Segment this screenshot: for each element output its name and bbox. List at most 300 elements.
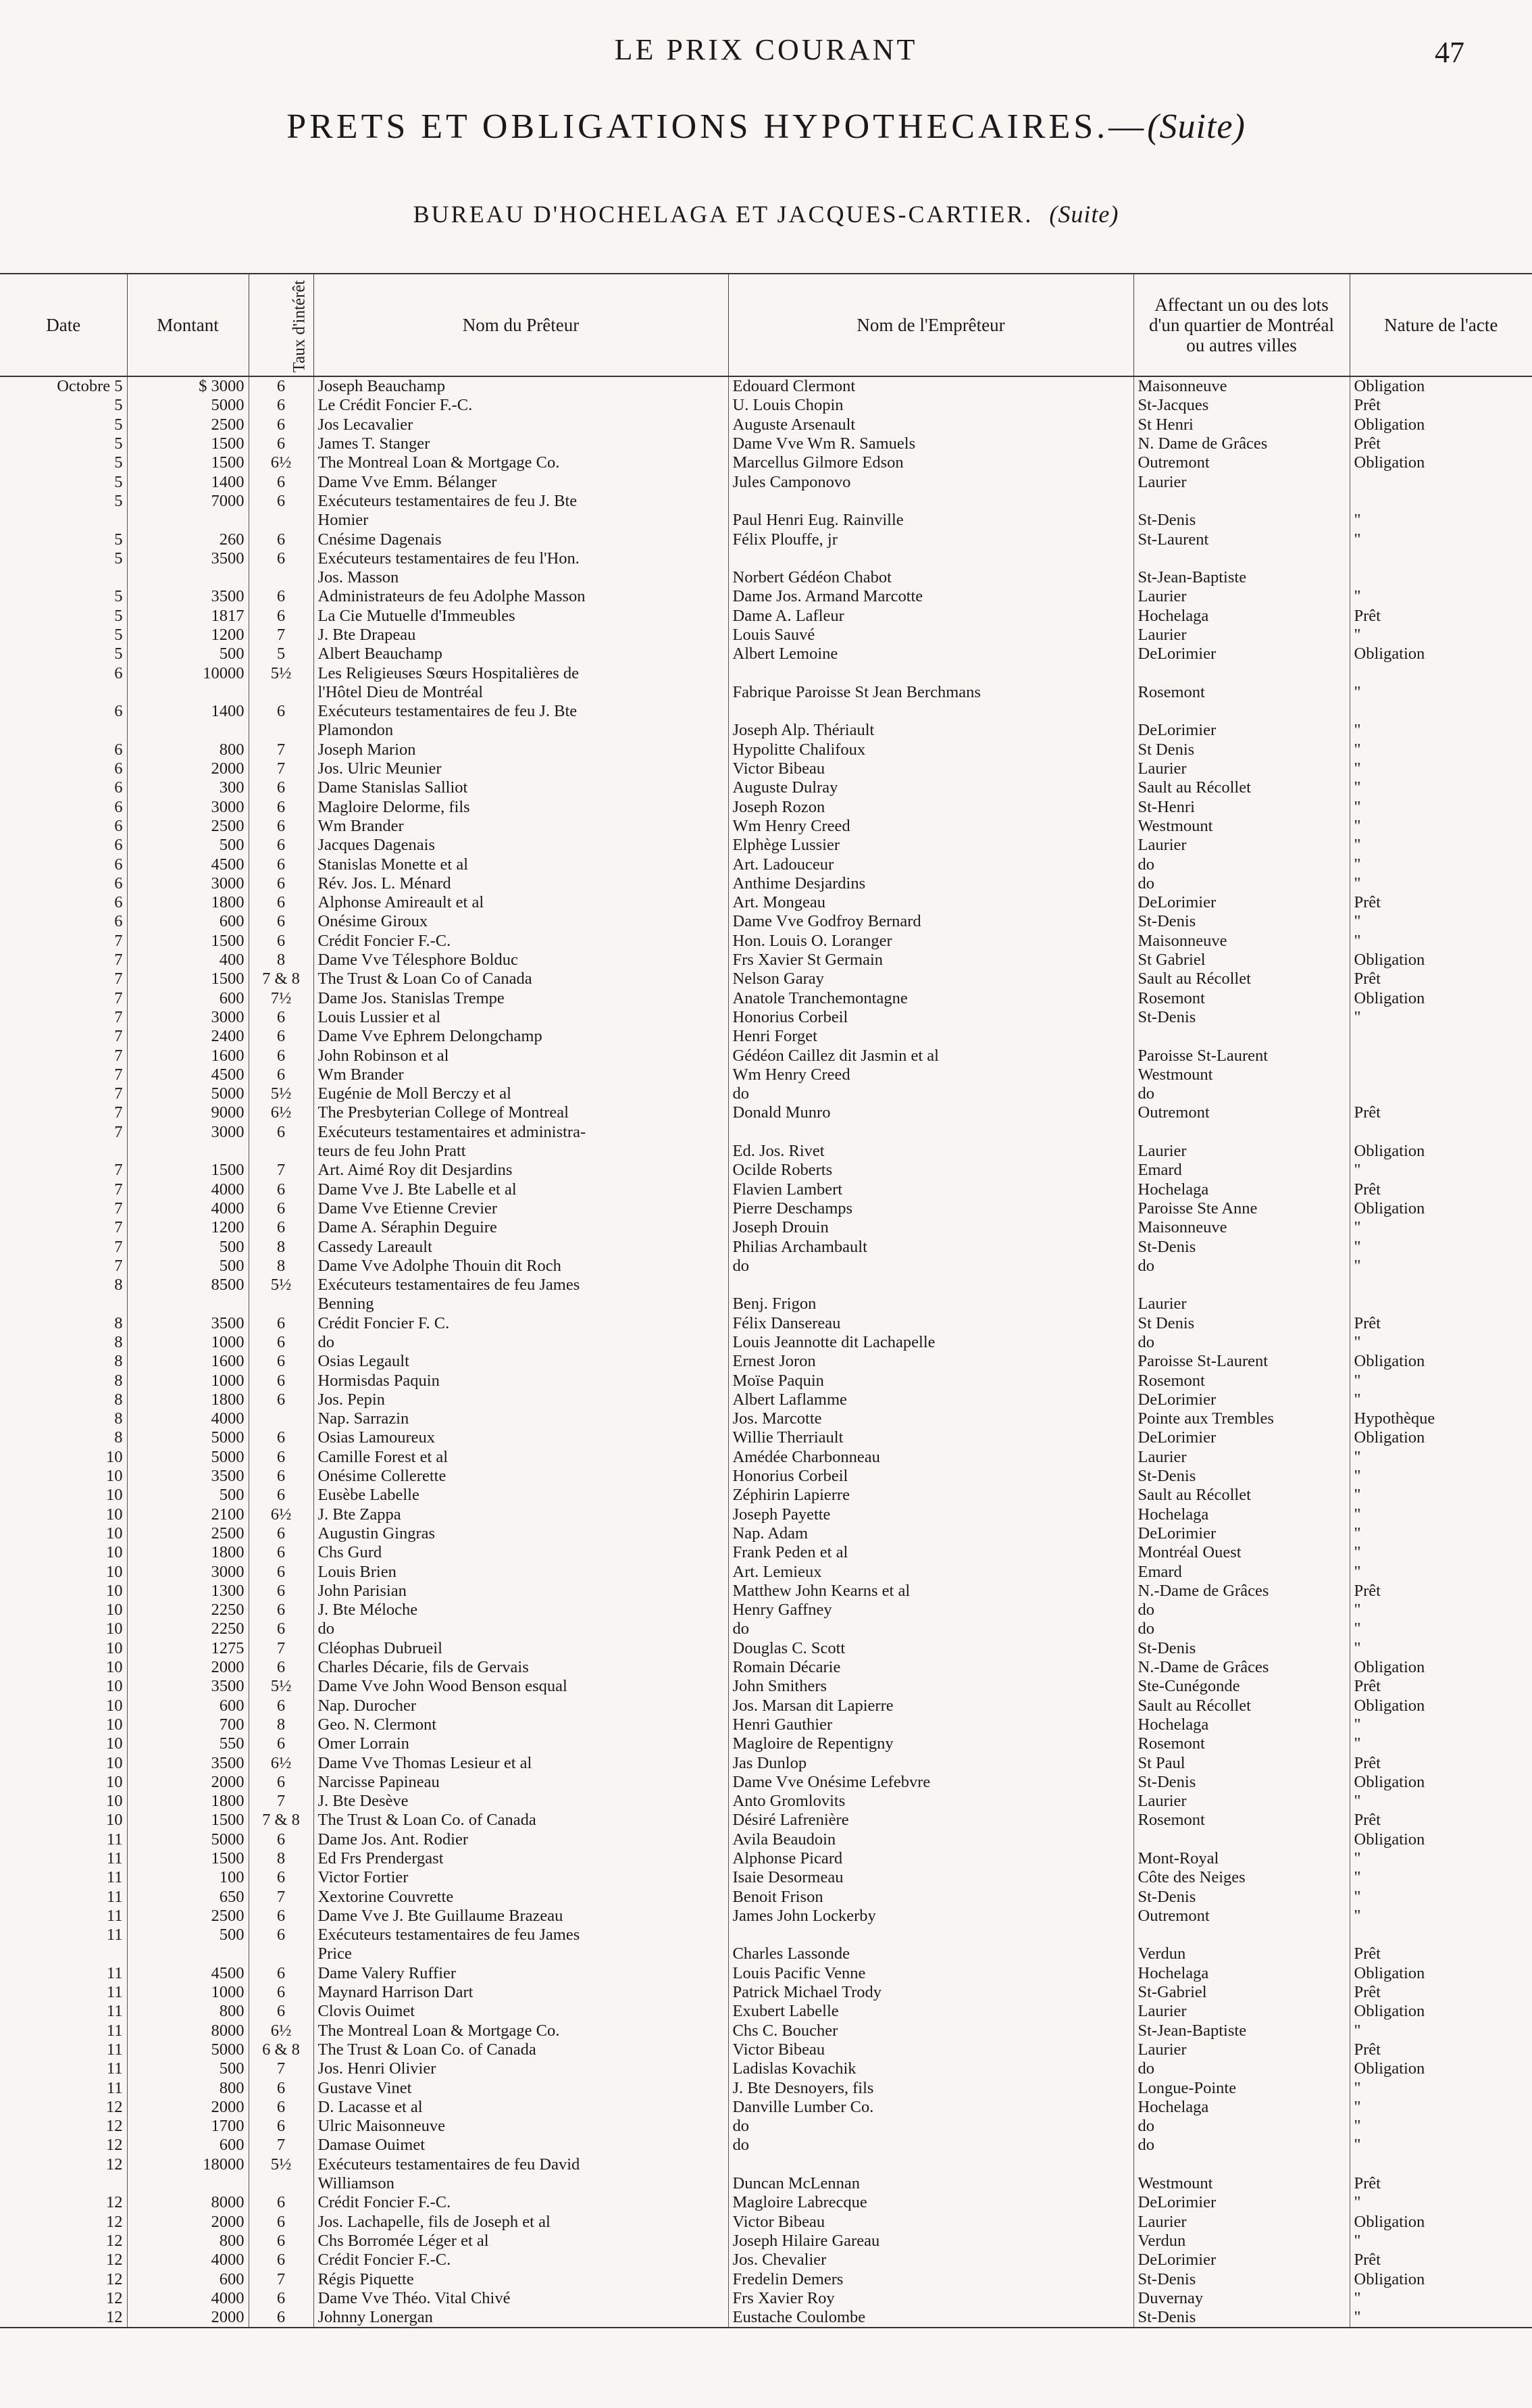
deed-type-cell: " (1354, 1486, 1361, 1505)
amount-cell: 4500 (127, 1065, 249, 1084)
rate-cell: 6 (249, 2117, 313, 2136)
borrower-cell: Albert Lemoine (728, 645, 1133, 663)
deed-type-cell: Prêt (1354, 1581, 1381, 1600)
location-cell: Maisonneuve (1133, 1218, 1350, 1237)
rate-cell: 6 (249, 932, 313, 951)
rate-cell: 5½ (249, 1276, 313, 1295)
rate-cell (249, 721, 313, 740)
deed-type-cell (1350, 2155, 1532, 2174)
location-cell: St-Laurent (1133, 530, 1350, 549)
column-header-preteur: Nom du Prêteur (313, 274, 728, 376)
table-row (0, 817, 1532, 836)
date-cell: 8 (0, 1333, 127, 1352)
amount-cell: 500 (127, 1486, 249, 1505)
deed-type-cell: Prêt (1354, 1313, 1381, 1332)
rate-cell: 6 (249, 1314, 313, 1333)
location-cell: N. Dame de Grâces (1133, 434, 1350, 453)
rate-cell: 8 (249, 1237, 313, 1256)
amount-cell: 550 (127, 1734, 249, 1753)
rate-cell: 6 & 8 (249, 2040, 313, 2059)
rate-cell: 6 (249, 893, 313, 912)
table-row (0, 1543, 1532, 1562)
date-cell: 5 (0, 549, 127, 568)
borrower-cell: Anthime Desjardins (728, 874, 1133, 893)
rate-cell: 5 (249, 645, 313, 663)
borrower-cell: Duncan McLennan (728, 2174, 1133, 2193)
location-cell (1133, 1123, 1350, 1142)
location-cell (1133, 1027, 1350, 1046)
date-cell (0, 1295, 127, 1313)
amount-cell: 9000 (127, 1103, 249, 1122)
rate-cell: 7 (249, 626, 313, 645)
table-row (0, 607, 1532, 626)
borrower-cell: Henry Gaffney (728, 1601, 1133, 1620)
deed-type-cell: Obligation (1354, 2059, 1425, 2078)
table-row (0, 1008, 1532, 1027)
borrower-cell: Edouard Clermont (728, 376, 1133, 396)
rate-cell: 7 (249, 2136, 313, 2155)
table-row (0, 511, 1532, 530)
rate-cell: 6 (249, 1696, 313, 1715)
deed-type-cell: Obligation (1354, 1199, 1425, 1218)
amount-cell: 3500 (127, 1753, 249, 1772)
location-cell: Montréal Ouest (1133, 1543, 1350, 1562)
table-row (0, 2213, 1532, 2232)
lender-cell: Jos. Ulric Meunier (313, 759, 728, 778)
rate-cell (249, 683, 313, 702)
date-cell: 7 (0, 1027, 127, 1046)
date-cell: 7 (0, 1161, 127, 1180)
table-row (0, 1390, 1532, 1409)
location-cell: Emard (1133, 1562, 1350, 1581)
borrower-cell: Félix Plouffe, jr (728, 530, 1133, 549)
lender-cell: Onésime Giroux (313, 912, 728, 931)
amount-cell: 3500 (127, 1314, 249, 1333)
borrower-cell: Désiré Lafrenière (728, 1811, 1133, 1830)
date-cell: 6 (0, 855, 127, 874)
rate-cell: 6 (249, 2078, 313, 2097)
date-cell: 12 (0, 2232, 127, 2251)
location-cell: Laurier (1133, 626, 1350, 645)
loans-table (0, 273, 1532, 2328)
location-cell: do (1133, 2117, 1350, 2136)
borrower-cell: Avila Beaudoin (728, 1830, 1133, 1849)
date-cell: 8 (0, 1314, 127, 1333)
location-cell: Mont-Royal (1133, 1849, 1350, 1868)
lender-cell: The Presbyterian College of Montreal (313, 1103, 728, 1122)
rate-cell: 6 (249, 1008, 313, 1027)
deed-type-cell: " (1354, 1467, 1361, 1486)
amount-cell: 4500 (127, 1964, 249, 1983)
borrower-cell: Ocilde Roberts (728, 1161, 1133, 1180)
location-cell: Laurier (1133, 836, 1350, 855)
amount-cell: 2000 (127, 759, 249, 778)
table-row (0, 1046, 1532, 1065)
lender-cell: Louis Lussier et al (313, 1008, 728, 1027)
borrower-cell (728, 549, 1133, 568)
amount-cell: 1300 (127, 1582, 249, 1601)
rate-cell: 6 (249, 1390, 313, 1409)
lender-cell: James T. Stanger (313, 434, 728, 453)
table-row (0, 1620, 1532, 1638)
amount-cell: 1200 (127, 1218, 249, 1237)
lender-cell: Stanislas Monette et al (313, 855, 728, 874)
borrower-cell: Henri Gauthier (728, 1715, 1133, 1734)
lender-cell: Dame Jos. Ant. Rodier (313, 1830, 728, 1849)
location-cell: Ste-Cunégonde (1133, 1677, 1350, 1696)
lender-cell: Eugénie de Moll Berczy et al (313, 1084, 728, 1103)
date-cell: 6 (0, 912, 127, 931)
table-row (0, 1257, 1532, 1276)
table-row (0, 836, 1532, 855)
table-row (0, 1792, 1532, 1811)
location-cell: do (1133, 874, 1350, 893)
borrower-cell: Art. Ladouceur (728, 855, 1133, 874)
table-row (0, 778, 1532, 797)
location-cell (1133, 663, 1350, 682)
amount-cell: 10000 (127, 663, 249, 682)
location-cell: do (1133, 1257, 1350, 1276)
borrower-cell: Zéphirin Lapierre (728, 1486, 1133, 1505)
borrower-cell: Jos. Marcotte (728, 1409, 1133, 1428)
table-row (0, 1753, 1532, 1772)
location-cell: St-Denis (1133, 2269, 1350, 2288)
rate-cell: 6 (249, 549, 313, 568)
rate-cell: 6 (249, 607, 313, 626)
amount-cell: 5000 (127, 396, 249, 415)
date-cell: 6 (0, 817, 127, 836)
deed-type-cell: " (1354, 2117, 1361, 2136)
borrower-cell: Willie Therriault (728, 1428, 1133, 1447)
borrower-cell: Louis Pacific Venne (728, 1964, 1133, 1983)
table-row (0, 989, 1532, 1008)
deed-type-cell (1350, 1065, 1532, 1084)
lender-cell: Price (313, 1945, 728, 1963)
location-cell: St-Denis (1133, 1467, 1350, 1486)
rate-cell: 6 (249, 492, 313, 511)
amount-cell: 3000 (127, 1562, 249, 1581)
borrower-cell: Jules Camponovo (728, 472, 1133, 491)
table-row (0, 1027, 1532, 1046)
date-cell: 6 (0, 893, 127, 912)
amount-cell (127, 683, 249, 702)
rate-cell: 6 (249, 376, 313, 396)
date-cell: 10 (0, 1696, 127, 1715)
date-cell: 6 (0, 702, 127, 721)
amount-cell: 4000 (127, 2251, 249, 2269)
amount-cell: 500 (127, 2059, 249, 2078)
table-row (0, 1428, 1532, 1447)
lender-cell: Xextorine Couvrette (313, 1887, 728, 1906)
amount-cell: 800 (127, 741, 249, 759)
deed-type-cell: Obligation (1354, 645, 1425, 663)
table-row (0, 2155, 1532, 2174)
deed-type-cell: Prêt (1354, 1811, 1381, 1830)
date-cell: 5 (0, 607, 127, 626)
borrower-cell: Fabrique Paroisse St Jean Berchmans (728, 683, 1133, 702)
deed-type-cell: " (1354, 1505, 1361, 1524)
deed-type-cell: Obligation (1354, 415, 1425, 434)
lender-cell: Homier (313, 511, 728, 530)
deed-type-cell (1350, 1123, 1532, 1142)
rate-cell: 6 (249, 2251, 313, 2269)
date-cell: 6 (0, 798, 127, 817)
deed-type-cell: Obligation (1354, 1830, 1425, 1849)
lender-cell: Dame Vve John Wood Benson esqual (313, 1677, 728, 1696)
deed-type-cell: " (1354, 931, 1361, 950)
lender-cell: Onésime Collerette (313, 1467, 728, 1486)
deed-type-cell: Prêt (1354, 396, 1381, 415)
borrower-cell: Art. Lemieux (728, 1562, 1133, 1581)
date-cell: 7 (0, 1084, 127, 1103)
date-cell: 6 (0, 663, 127, 682)
date-cell: 6 (0, 741, 127, 759)
deed-type-cell: " (1354, 740, 1361, 759)
location-cell: Laurier (1133, 1142, 1350, 1161)
lender-cell: Exécuteurs testamentaires de feu David (313, 2155, 728, 2174)
rate-cell: 6 (249, 434, 313, 453)
date-cell: 10 (0, 1658, 127, 1677)
date-cell: 7 (0, 970, 127, 988)
rate-cell (249, 1295, 313, 1313)
rate-cell (249, 568, 313, 587)
rate-cell: 7 (249, 2059, 313, 2078)
amount-cell: 1600 (127, 1352, 249, 1371)
location-cell: N.-Dame de Grâces (1133, 1582, 1350, 1601)
borrower-cell (728, 1123, 1133, 1142)
deed-type-cell: Obligation (1354, 1142, 1425, 1161)
lender-cell: Ed Frs Prendergast (313, 1849, 728, 1868)
amount-cell: 3000 (127, 1123, 249, 1142)
location-cell: Duvernay (1133, 2289, 1350, 2308)
location-cell: Paroisse Ste Anne (1133, 1199, 1350, 1218)
borrower-cell: Anatole Tranchemontagne (728, 989, 1133, 1008)
amount-cell: 2500 (127, 416, 249, 434)
column-header-emprunteur: Nom de l'Emprêteur (728, 274, 1133, 376)
rate-cell: 6 (249, 798, 313, 817)
rate-cell: 6 (249, 912, 313, 931)
rate-cell: 6 (249, 587, 313, 606)
table-row (0, 1887, 1532, 1906)
rate-cell: 6 (249, 2213, 313, 2232)
lender-cell: Damase Ouimet (313, 2136, 728, 2155)
rate-cell: 7½ (249, 989, 313, 1008)
date-cell: 10 (0, 1792, 127, 1811)
amount-cell: 4000 (127, 1409, 249, 1428)
location-cell: St-Denis (1133, 1639, 1350, 1658)
date-cell: 10 (0, 1467, 127, 1486)
amount-cell: 1000 (127, 1333, 249, 1352)
date-cell: 10 (0, 1677, 127, 1696)
table-row (0, 1065, 1532, 1084)
table-row (0, 530, 1532, 549)
location-cell: Laurier (1133, 2002, 1350, 2021)
amount-cell: 500 (127, 1926, 249, 1945)
date-cell: 7 (0, 1199, 127, 1218)
amount-cell: 1500 (127, 932, 249, 951)
rate-cell: 8 (249, 1715, 313, 1734)
deed-type-cell: " (1354, 2193, 1361, 2212)
location-cell: Sault au Récollet (1133, 1486, 1350, 1505)
deed-type-cell: Obligation (1354, 377, 1425, 396)
location-cell: do (1133, 2059, 1350, 2078)
rate-cell: 6½ (249, 1753, 313, 1772)
lender-cell: Dame Stanislas Salliot (313, 778, 728, 797)
table-row (0, 1926, 1532, 1945)
location-cell: St-Gabriel (1133, 1983, 1350, 2002)
lender-cell: Alphonse Amireault et al (313, 893, 728, 912)
lender-cell: J. Bte Méloche (313, 1601, 728, 1620)
date-cell: 6 (0, 759, 127, 778)
borrower-cell: Charles Lassonde (728, 1945, 1133, 1963)
deed-type-cell: " (1354, 1161, 1361, 1180)
rate-cell: 6 (249, 2232, 313, 2251)
borrower-cell: Nap. Adam (728, 1524, 1133, 1543)
amount-cell: 8000 (127, 2022, 249, 2040)
date-cell: 10 (0, 1562, 127, 1581)
rate-cell: 6 (249, 2289, 313, 2308)
location-cell: Laurier (1133, 2213, 1350, 2232)
location-cell: St-Denis (1133, 511, 1350, 530)
table-row (0, 1524, 1532, 1543)
amount-cell: 4000 (127, 2289, 249, 2308)
loans-table-container (0, 273, 1532, 2328)
amount-cell: 5000 (127, 1830, 249, 1849)
borrower-cell: Dame A. Lafleur (728, 607, 1133, 626)
lender-cell: Cassedy Lareault (313, 1237, 728, 1256)
deed-type-cell: Prêt (1354, 1180, 1381, 1199)
amount-cell: 4000 (127, 1199, 249, 1218)
table-row (0, 1811, 1532, 1830)
deed-type-cell: Obligation (1354, 453, 1425, 472)
amount-cell: 1800 (127, 893, 249, 912)
lender-cell: Régis Piquette (313, 2269, 728, 2288)
date-cell: 5 (0, 472, 127, 491)
lender-cell: Exécuteurs testamentaires et administra- (313, 1123, 728, 1142)
deed-type-cell (1350, 1027, 1532, 1046)
amount-cell (127, 2174, 249, 2193)
date-cell: 11 (0, 2002, 127, 2021)
deed-type-cell (1350, 1926, 1532, 1945)
column-header-taux-text: Taux d'intérêt (289, 280, 308, 373)
date-cell: 11 (0, 2059, 127, 2078)
column-header-montant: Montant (127, 274, 249, 376)
lender-cell: Dame Vve Thomas Lesieur et al (313, 1753, 728, 1772)
location-cell: do (1133, 1084, 1350, 1103)
lender-cell: Maynard Harrison Dart (313, 1983, 728, 2002)
rate-cell: 6 (249, 1830, 313, 1849)
table-row (0, 2078, 1532, 2097)
lender-cell: Administrateurs de feu Adolphe Masson (313, 587, 728, 606)
table-row (0, 1907, 1532, 1926)
rate-cell (249, 2174, 313, 2193)
table-row (0, 1467, 1532, 1486)
amount-cell: 1500 (127, 1849, 249, 1868)
location-cell: Verdun (1133, 2232, 1350, 2251)
amount-cell: 1500 (127, 434, 249, 453)
amount-cell (127, 1142, 249, 1161)
amount-cell: 600 (127, 2269, 249, 2288)
rate-cell: 5½ (249, 1677, 313, 1696)
date-cell: 5 (0, 626, 127, 645)
location-cell: do (1133, 855, 1350, 874)
date-cell: 10 (0, 1601, 127, 1620)
deed-type-cell: Prêt (1354, 1945, 1381, 1963)
lender-cell: D. Lacasse et al (313, 2098, 728, 2117)
amount-cell: 2000 (127, 1658, 249, 1677)
rate-cell: 6 (249, 778, 313, 797)
rate-cell: 5½ (249, 1084, 313, 1103)
lender-cell: Benning (313, 1295, 728, 1313)
lender-cell: Narcisse Papineau (313, 1773, 728, 1792)
amount-cell: 1817 (127, 607, 249, 626)
location-cell: Maisonneuve (1133, 376, 1350, 396)
table-row (0, 1734, 1532, 1753)
borrower-cell: Chs C. Boucher (728, 2022, 1133, 2040)
page-header (0, 32, 1532, 80)
date-cell: 12 (0, 2098, 127, 2117)
rate-cell: 6 (249, 1180, 313, 1199)
borrower-cell: Romain Décarie (728, 1658, 1133, 1677)
date-cell: 5 (0, 434, 127, 453)
rate-cell: 7 (249, 1161, 313, 1180)
table-row (0, 1161, 1532, 1180)
rate-cell: 6 (249, 1027, 313, 1046)
lender-cell: Dame Jos. Stanislas Trempe (313, 989, 728, 1008)
amount-cell: 500 (127, 645, 249, 663)
amount-cell: 18000 (127, 2155, 249, 2174)
borrower-cell: Benoit Frison (728, 1887, 1133, 1906)
table-row (0, 1639, 1532, 1658)
rate-cell: 6 (249, 1734, 313, 1753)
rate-cell: 6 (249, 1218, 313, 1237)
lender-cell: Gustave Vinet (313, 2078, 728, 2097)
date-cell: 11 (0, 1907, 127, 1926)
table-row (0, 2040, 1532, 2059)
table-row (0, 1276, 1532, 1295)
rate-cell: 5½ (249, 663, 313, 682)
deed-type-cell: Obligation (1354, 1658, 1425, 1677)
location-cell: Hochelaga (1133, 607, 1350, 626)
borrower-cell: Auguste Arsenault (728, 416, 1133, 434)
borrower-cell: Jos. Chevalier (728, 2251, 1133, 2269)
rate-cell: 7 & 8 (249, 970, 313, 988)
table-row (0, 912, 1532, 931)
amount-cell: 1000 (127, 1371, 249, 1390)
table-row (0, 1314, 1532, 1333)
table-row (0, 453, 1532, 472)
location-cell: DeLorimier (1133, 2193, 1350, 2212)
borrower-cell: do (728, 1620, 1133, 1638)
table-row (0, 1084, 1532, 1103)
lender-cell: Ulric Maisonneuve (313, 2117, 728, 2136)
column-header-nature: Nature de l'acte (1350, 274, 1532, 376)
location-cell (1133, 1830, 1350, 1849)
location-cell: Hochelaga (1133, 1505, 1350, 1524)
deed-type-cell: Prêt (1354, 606, 1381, 625)
deed-type-cell: " (1354, 1849, 1361, 1867)
lender-cell: Dame A. Séraphin Deguire (313, 1218, 728, 1237)
amount-cell: 1400 (127, 702, 249, 721)
deed-type-cell: Obligation (1354, 1428, 1425, 1447)
borrower-cell: Hon. Louis O. Loranger (728, 932, 1133, 951)
lender-cell: Clovis Ouimet (313, 2002, 728, 2021)
date-cell: 11 (0, 1830, 127, 1849)
deed-type-cell: Prêt (1354, 893, 1381, 912)
table-row (0, 1562, 1532, 1581)
lender-cell: Exécuteurs testamentaires de feu James (313, 1276, 728, 1295)
date-cell: 10 (0, 1639, 127, 1658)
